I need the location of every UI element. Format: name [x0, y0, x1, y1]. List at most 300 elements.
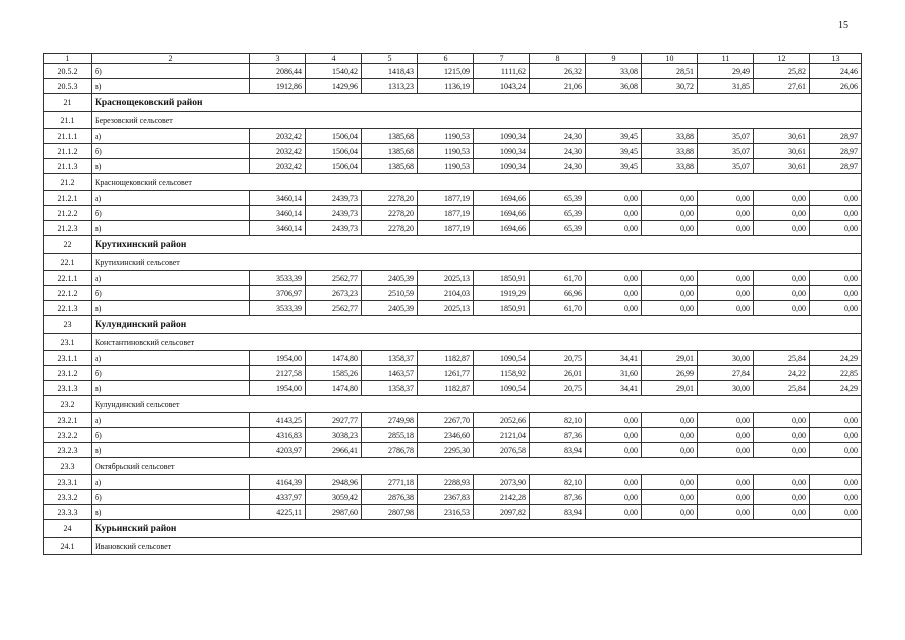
value-cell: 1506,04 [306, 159, 362, 174]
value-cell: 0,00 [586, 301, 642, 316]
value-cell: 2439,73 [306, 206, 362, 221]
council-name: Ивановский сельсовет [92, 538, 862, 555]
value-cell: 0,00 [698, 475, 754, 490]
value-cell: 0,00 [586, 443, 642, 458]
row-variant: б) [92, 366, 250, 381]
table-body [44, 54, 862, 555]
value-cell: 0,00 [586, 413, 642, 428]
value-cell: 30,61 [754, 159, 810, 174]
value-cell: 1358,37 [362, 381, 418, 396]
value-cell: 2876,38 [362, 490, 418, 505]
council-name: Константиновский сельсовет [92, 334, 862, 351]
column-number: 1 [44, 54, 92, 64]
row-code: 20.5.3 [44, 79, 92, 94]
value-cell: 25,84 [754, 381, 810, 396]
column-number: 9 [586, 54, 642, 64]
row-variant: а) [92, 129, 250, 144]
value-cell: 31,85 [698, 79, 754, 94]
column-number: 8 [530, 54, 586, 64]
value-cell: 39,45 [586, 159, 642, 174]
value-cell: 1190,53 [418, 159, 474, 174]
value-cell: 4337,97 [250, 490, 306, 505]
column-number: 2 [92, 54, 250, 64]
column-number: 13 [810, 54, 862, 64]
row-code: 23.2 [44, 396, 92, 413]
table-row [44, 271, 862, 286]
row-code: 21.1 [44, 112, 92, 129]
value-cell: 35,07 [698, 129, 754, 144]
value-cell: 30,00 [698, 351, 754, 366]
value-cell: 28,97 [810, 144, 862, 159]
value-cell: 2948,96 [306, 475, 362, 490]
row-code: 21.2.1 [44, 191, 92, 206]
value-cell: 2807,98 [362, 505, 418, 520]
value-cell: 0,00 [586, 191, 642, 206]
row-variant: в) [92, 221, 250, 236]
value-cell: 1850,91 [474, 271, 530, 286]
value-cell: 0,00 [586, 490, 642, 505]
value-cell: 24,46 [810, 64, 862, 79]
value-cell: 1043,24 [474, 79, 530, 94]
value-cell: 39,45 [586, 144, 642, 159]
value-cell: 61,70 [530, 271, 586, 286]
value-cell: 0,00 [698, 286, 754, 301]
value-cell: 2405,39 [362, 301, 418, 316]
row-variant: б) [92, 206, 250, 221]
value-cell: 4203,97 [250, 443, 306, 458]
value-cell: 4316,83 [250, 428, 306, 443]
value-cell: 1158,92 [474, 366, 530, 381]
column-number: 3 [250, 54, 306, 64]
row-code: 22 [44, 236, 92, 254]
council-name: Березовский сельсовет [92, 112, 862, 129]
row-code: 22.1.1 [44, 271, 92, 286]
row-code: 20.5.2 [44, 64, 92, 79]
table-row [44, 144, 862, 159]
value-cell: 65,39 [530, 206, 586, 221]
value-cell: 35,07 [698, 144, 754, 159]
value-cell: 1182,87 [418, 381, 474, 396]
value-cell: 2104,03 [418, 286, 474, 301]
row-code: 24.1 [44, 538, 92, 555]
value-cell: 2562,77 [306, 271, 362, 286]
council-row [44, 174, 862, 191]
value-cell: 39,45 [586, 129, 642, 144]
district-name: Крутихинский район [92, 236, 862, 254]
table-row [44, 221, 862, 236]
value-cell: 0,00 [810, 301, 862, 316]
value-cell: 1111,62 [474, 64, 530, 79]
row-code: 22.1 [44, 254, 92, 271]
value-cell: 82,10 [530, 475, 586, 490]
value-cell: 2786,78 [362, 443, 418, 458]
row-code: 23 [44, 316, 92, 334]
value-cell: 1090,34 [474, 159, 530, 174]
table-row [44, 443, 862, 458]
row-code: 23.3.2 [44, 490, 92, 505]
value-cell: 2987,60 [306, 505, 362, 520]
value-cell: 2405,39 [362, 271, 418, 286]
value-cell: 26,06 [810, 79, 862, 94]
table-row [44, 428, 862, 443]
row-variant: в) [92, 443, 250, 458]
value-cell: 2073,90 [474, 475, 530, 490]
value-cell: 33,88 [642, 129, 698, 144]
row-variant: в) [92, 381, 250, 396]
table-row [44, 64, 862, 79]
value-cell: 2032,42 [250, 159, 306, 174]
value-cell: 4164,39 [250, 475, 306, 490]
value-cell: 2855,18 [362, 428, 418, 443]
table-row [44, 79, 862, 94]
value-cell: 1090,54 [474, 381, 530, 396]
value-cell: 29,01 [642, 351, 698, 366]
value-cell: 2966,41 [306, 443, 362, 458]
value-cell: 2032,42 [250, 129, 306, 144]
row-variant: а) [92, 191, 250, 206]
value-cell: 2439,73 [306, 221, 362, 236]
value-cell: 4143,25 [250, 413, 306, 428]
value-cell: 1215,09 [418, 64, 474, 79]
value-cell: 0,00 [642, 505, 698, 520]
row-code: 23.2.3 [44, 443, 92, 458]
value-cell: 34,41 [586, 381, 642, 396]
row-code: 24 [44, 520, 92, 538]
row-code: 21.2.2 [44, 206, 92, 221]
row-code: 22.1.2 [44, 286, 92, 301]
value-cell: 1877,19 [418, 206, 474, 221]
value-cell: 1463,57 [362, 366, 418, 381]
value-cell: 24,30 [530, 159, 586, 174]
value-cell: 65,39 [530, 191, 586, 206]
value-cell: 31,60 [586, 366, 642, 381]
value-cell: 21,06 [530, 79, 586, 94]
value-cell: 82,10 [530, 413, 586, 428]
value-cell: 0,00 [754, 505, 810, 520]
value-cell: 0,00 [642, 271, 698, 286]
table-row [44, 286, 862, 301]
value-cell: 2316,53 [418, 505, 474, 520]
value-cell: 30,72 [642, 79, 698, 94]
value-cell: 0,00 [810, 428, 862, 443]
value-cell: 20,75 [530, 381, 586, 396]
value-cell: 0,00 [810, 490, 862, 505]
value-cell: 0,00 [698, 428, 754, 443]
row-code: 23.3.1 [44, 475, 92, 490]
value-cell: 2032,42 [250, 144, 306, 159]
value-cell: 24,29 [810, 381, 862, 396]
value-cell: 1418,43 [362, 64, 418, 79]
value-cell: 0,00 [586, 271, 642, 286]
row-variant: б) [92, 490, 250, 505]
value-cell: 28,97 [810, 159, 862, 174]
value-cell: 2673,23 [306, 286, 362, 301]
value-cell: 1385,68 [362, 159, 418, 174]
value-cell: 2288,93 [418, 475, 474, 490]
value-cell: 2127,58 [250, 366, 306, 381]
row-variant: в) [92, 505, 250, 520]
row-code: 21.1.2 [44, 144, 92, 159]
value-cell: 30,00 [698, 381, 754, 396]
table-row [44, 301, 862, 316]
table-row [44, 351, 862, 366]
value-cell: 0,00 [642, 443, 698, 458]
value-cell: 3460,14 [250, 191, 306, 206]
value-cell: 0,00 [810, 206, 862, 221]
value-cell: 66,96 [530, 286, 586, 301]
value-cell: 0,00 [698, 191, 754, 206]
value-cell: 1919,29 [474, 286, 530, 301]
value-cell: 0,00 [642, 206, 698, 221]
value-cell: 1313,23 [362, 79, 418, 94]
value-cell: 1954,00 [250, 381, 306, 396]
council-row [44, 396, 862, 413]
value-cell: 2121,04 [474, 428, 530, 443]
value-cell: 3460,14 [250, 221, 306, 236]
row-variant: б) [92, 286, 250, 301]
value-cell: 24,22 [754, 366, 810, 381]
value-cell: 36,08 [586, 79, 642, 94]
row-code: 21.2.3 [44, 221, 92, 236]
value-cell: 0,00 [754, 191, 810, 206]
value-cell: 2439,73 [306, 191, 362, 206]
table-row [44, 191, 862, 206]
value-cell: 1190,53 [418, 129, 474, 144]
row-variant: б) [92, 64, 250, 79]
value-cell: 30,61 [754, 129, 810, 144]
council-row [44, 254, 862, 271]
value-cell: 0,00 [698, 301, 754, 316]
value-cell: 1358,37 [362, 351, 418, 366]
row-code: 21.1.3 [44, 159, 92, 174]
value-cell: 27,61 [754, 79, 810, 94]
value-cell: 0,00 [754, 301, 810, 316]
value-cell: 3059,42 [306, 490, 362, 505]
value-cell: 0,00 [810, 191, 862, 206]
value-cell: 0,00 [754, 221, 810, 236]
council-row [44, 112, 862, 129]
row-variant: а) [92, 351, 250, 366]
value-cell: 25,82 [754, 64, 810, 79]
column-number: 4 [306, 54, 362, 64]
value-cell: 0,00 [810, 475, 862, 490]
value-cell: 0,00 [642, 475, 698, 490]
value-cell: 0,00 [642, 428, 698, 443]
value-cell: 2142,28 [474, 490, 530, 505]
value-cell: 2927,77 [306, 413, 362, 428]
value-cell: 1850,91 [474, 301, 530, 316]
row-variant: в) [92, 79, 250, 94]
value-cell: 0,00 [698, 413, 754, 428]
council-name: Октябрьский сельсовет [92, 458, 862, 475]
value-cell: 83,94 [530, 443, 586, 458]
row-code: 21 [44, 94, 92, 112]
table-row [44, 490, 862, 505]
value-cell: 33,88 [642, 144, 698, 159]
value-cell: 2025,13 [418, 301, 474, 316]
value-cell: 1877,19 [418, 221, 474, 236]
district-row [44, 316, 862, 334]
district-row [44, 236, 862, 254]
value-cell: 20,75 [530, 351, 586, 366]
council-row [44, 334, 862, 351]
value-cell: 0,00 [642, 490, 698, 505]
district-name: Курьинский район [92, 520, 862, 538]
value-cell: 0,00 [754, 206, 810, 221]
row-code: 23.1.1 [44, 351, 92, 366]
value-cell: 1385,68 [362, 129, 418, 144]
column-number: 7 [474, 54, 530, 64]
value-cell: 1090,34 [474, 129, 530, 144]
value-cell: 2749,98 [362, 413, 418, 428]
value-cell: 1385,68 [362, 144, 418, 159]
value-cell: 22,85 [810, 366, 862, 381]
value-cell: 3460,14 [250, 206, 306, 221]
page-number: 15 [838, 20, 848, 31]
council-row [44, 538, 862, 555]
table-row [44, 366, 862, 381]
value-cell: 2097,82 [474, 505, 530, 520]
value-cell: 0,00 [586, 206, 642, 221]
row-code: 23.3 [44, 458, 92, 475]
value-cell: 1182,87 [418, 351, 474, 366]
row-code: 23.1.2 [44, 366, 92, 381]
value-cell: 0,00 [810, 286, 862, 301]
tariff-table [43, 53, 862, 555]
table-row [44, 381, 862, 396]
column-number: 5 [362, 54, 418, 64]
value-cell: 29,01 [642, 381, 698, 396]
value-cell: 29,49 [698, 64, 754, 79]
council-name: Краснощековский сельсовет [92, 174, 862, 191]
district-name: Кулундинский район [92, 316, 862, 334]
value-cell: 0,00 [698, 505, 754, 520]
value-cell: 2025,13 [418, 271, 474, 286]
value-cell: 26,32 [530, 64, 586, 79]
value-cell: 33,88 [642, 159, 698, 174]
value-cell: 87,36 [530, 490, 586, 505]
value-cell: 1506,04 [306, 144, 362, 159]
row-code: 23.1 [44, 334, 92, 351]
value-cell: 3706,97 [250, 286, 306, 301]
value-cell: 65,39 [530, 221, 586, 236]
value-cell: 24,30 [530, 129, 586, 144]
value-cell: 0,00 [754, 490, 810, 505]
value-cell: 0,00 [810, 505, 862, 520]
value-cell: 0,00 [754, 443, 810, 458]
row-code: 21.1.1 [44, 129, 92, 144]
value-cell: 28,97 [810, 129, 862, 144]
value-cell: 0,00 [698, 206, 754, 221]
table-row [44, 206, 862, 221]
value-cell: 2771,18 [362, 475, 418, 490]
value-cell: 25,84 [754, 351, 810, 366]
value-cell: 1585,26 [306, 366, 362, 381]
value-cell: 0,00 [642, 413, 698, 428]
value-cell: 0,00 [642, 286, 698, 301]
value-cell: 1954,00 [250, 351, 306, 366]
value-cell: 24,29 [810, 351, 862, 366]
row-code: 21.2 [44, 174, 92, 191]
value-cell: 0,00 [642, 301, 698, 316]
value-cell: 33,08 [586, 64, 642, 79]
row-variant: а) [92, 475, 250, 490]
value-cell: 1694,66 [474, 191, 530, 206]
value-cell: 2278,20 [362, 221, 418, 236]
row-variant: б) [92, 144, 250, 159]
row-variant: б) [92, 428, 250, 443]
value-cell: 0,00 [698, 490, 754, 505]
value-cell: 1877,19 [418, 191, 474, 206]
value-cell: 28,51 [642, 64, 698, 79]
value-cell: 3038,23 [306, 428, 362, 443]
value-cell: 2076,58 [474, 443, 530, 458]
value-cell: 2267,70 [418, 413, 474, 428]
value-cell: 1506,04 [306, 129, 362, 144]
value-cell: 87,36 [530, 428, 586, 443]
value-cell: 1090,34 [474, 144, 530, 159]
value-cell: 24,30 [530, 144, 586, 159]
value-cell: 1261,77 [418, 366, 474, 381]
value-cell: 4225,11 [250, 505, 306, 520]
value-cell: 0,00 [754, 475, 810, 490]
value-cell: 2510,59 [362, 286, 418, 301]
value-cell: 3533,39 [250, 271, 306, 286]
council-row [44, 458, 862, 475]
row-code: 23.2.2 [44, 428, 92, 443]
value-cell: 0,00 [586, 286, 642, 301]
value-cell: 1474,80 [306, 381, 362, 396]
column-number: 12 [754, 54, 810, 64]
value-cell: 0,00 [642, 221, 698, 236]
value-cell: 1190,53 [418, 144, 474, 159]
column-number: 10 [642, 54, 698, 64]
value-cell: 1136,19 [418, 79, 474, 94]
district-row [44, 94, 862, 112]
column-number: 11 [698, 54, 754, 64]
value-cell: 0,00 [698, 271, 754, 286]
value-cell: 26,01 [530, 366, 586, 381]
row-variant: в) [92, 301, 250, 316]
value-cell: 27,84 [698, 366, 754, 381]
row-code: 23.2.1 [44, 413, 92, 428]
value-cell: 2086,44 [250, 64, 306, 79]
district-row [44, 520, 862, 538]
council-name: Кулундинский сельсовет [92, 396, 862, 413]
council-name: Крутихинский сельсовет [92, 254, 862, 271]
table-row [44, 505, 862, 520]
table-row [44, 475, 862, 490]
value-cell: 0,00 [754, 286, 810, 301]
value-cell: 1912,86 [250, 79, 306, 94]
value-cell: 0,00 [754, 413, 810, 428]
value-cell: 1429,96 [306, 79, 362, 94]
column-number: 6 [418, 54, 474, 64]
table-row [44, 129, 862, 144]
value-cell: 0,00 [698, 221, 754, 236]
value-cell: 1474,80 [306, 351, 362, 366]
value-cell: 0,00 [810, 221, 862, 236]
value-cell: 2278,20 [362, 191, 418, 206]
value-cell: 0,00 [586, 475, 642, 490]
value-cell: 1540,42 [306, 64, 362, 79]
value-cell: 0,00 [810, 271, 862, 286]
value-cell: 0,00 [698, 443, 754, 458]
column-number-row [44, 54, 862, 64]
table-row [44, 159, 862, 174]
value-cell: 0,00 [810, 443, 862, 458]
value-cell: 30,61 [754, 144, 810, 159]
